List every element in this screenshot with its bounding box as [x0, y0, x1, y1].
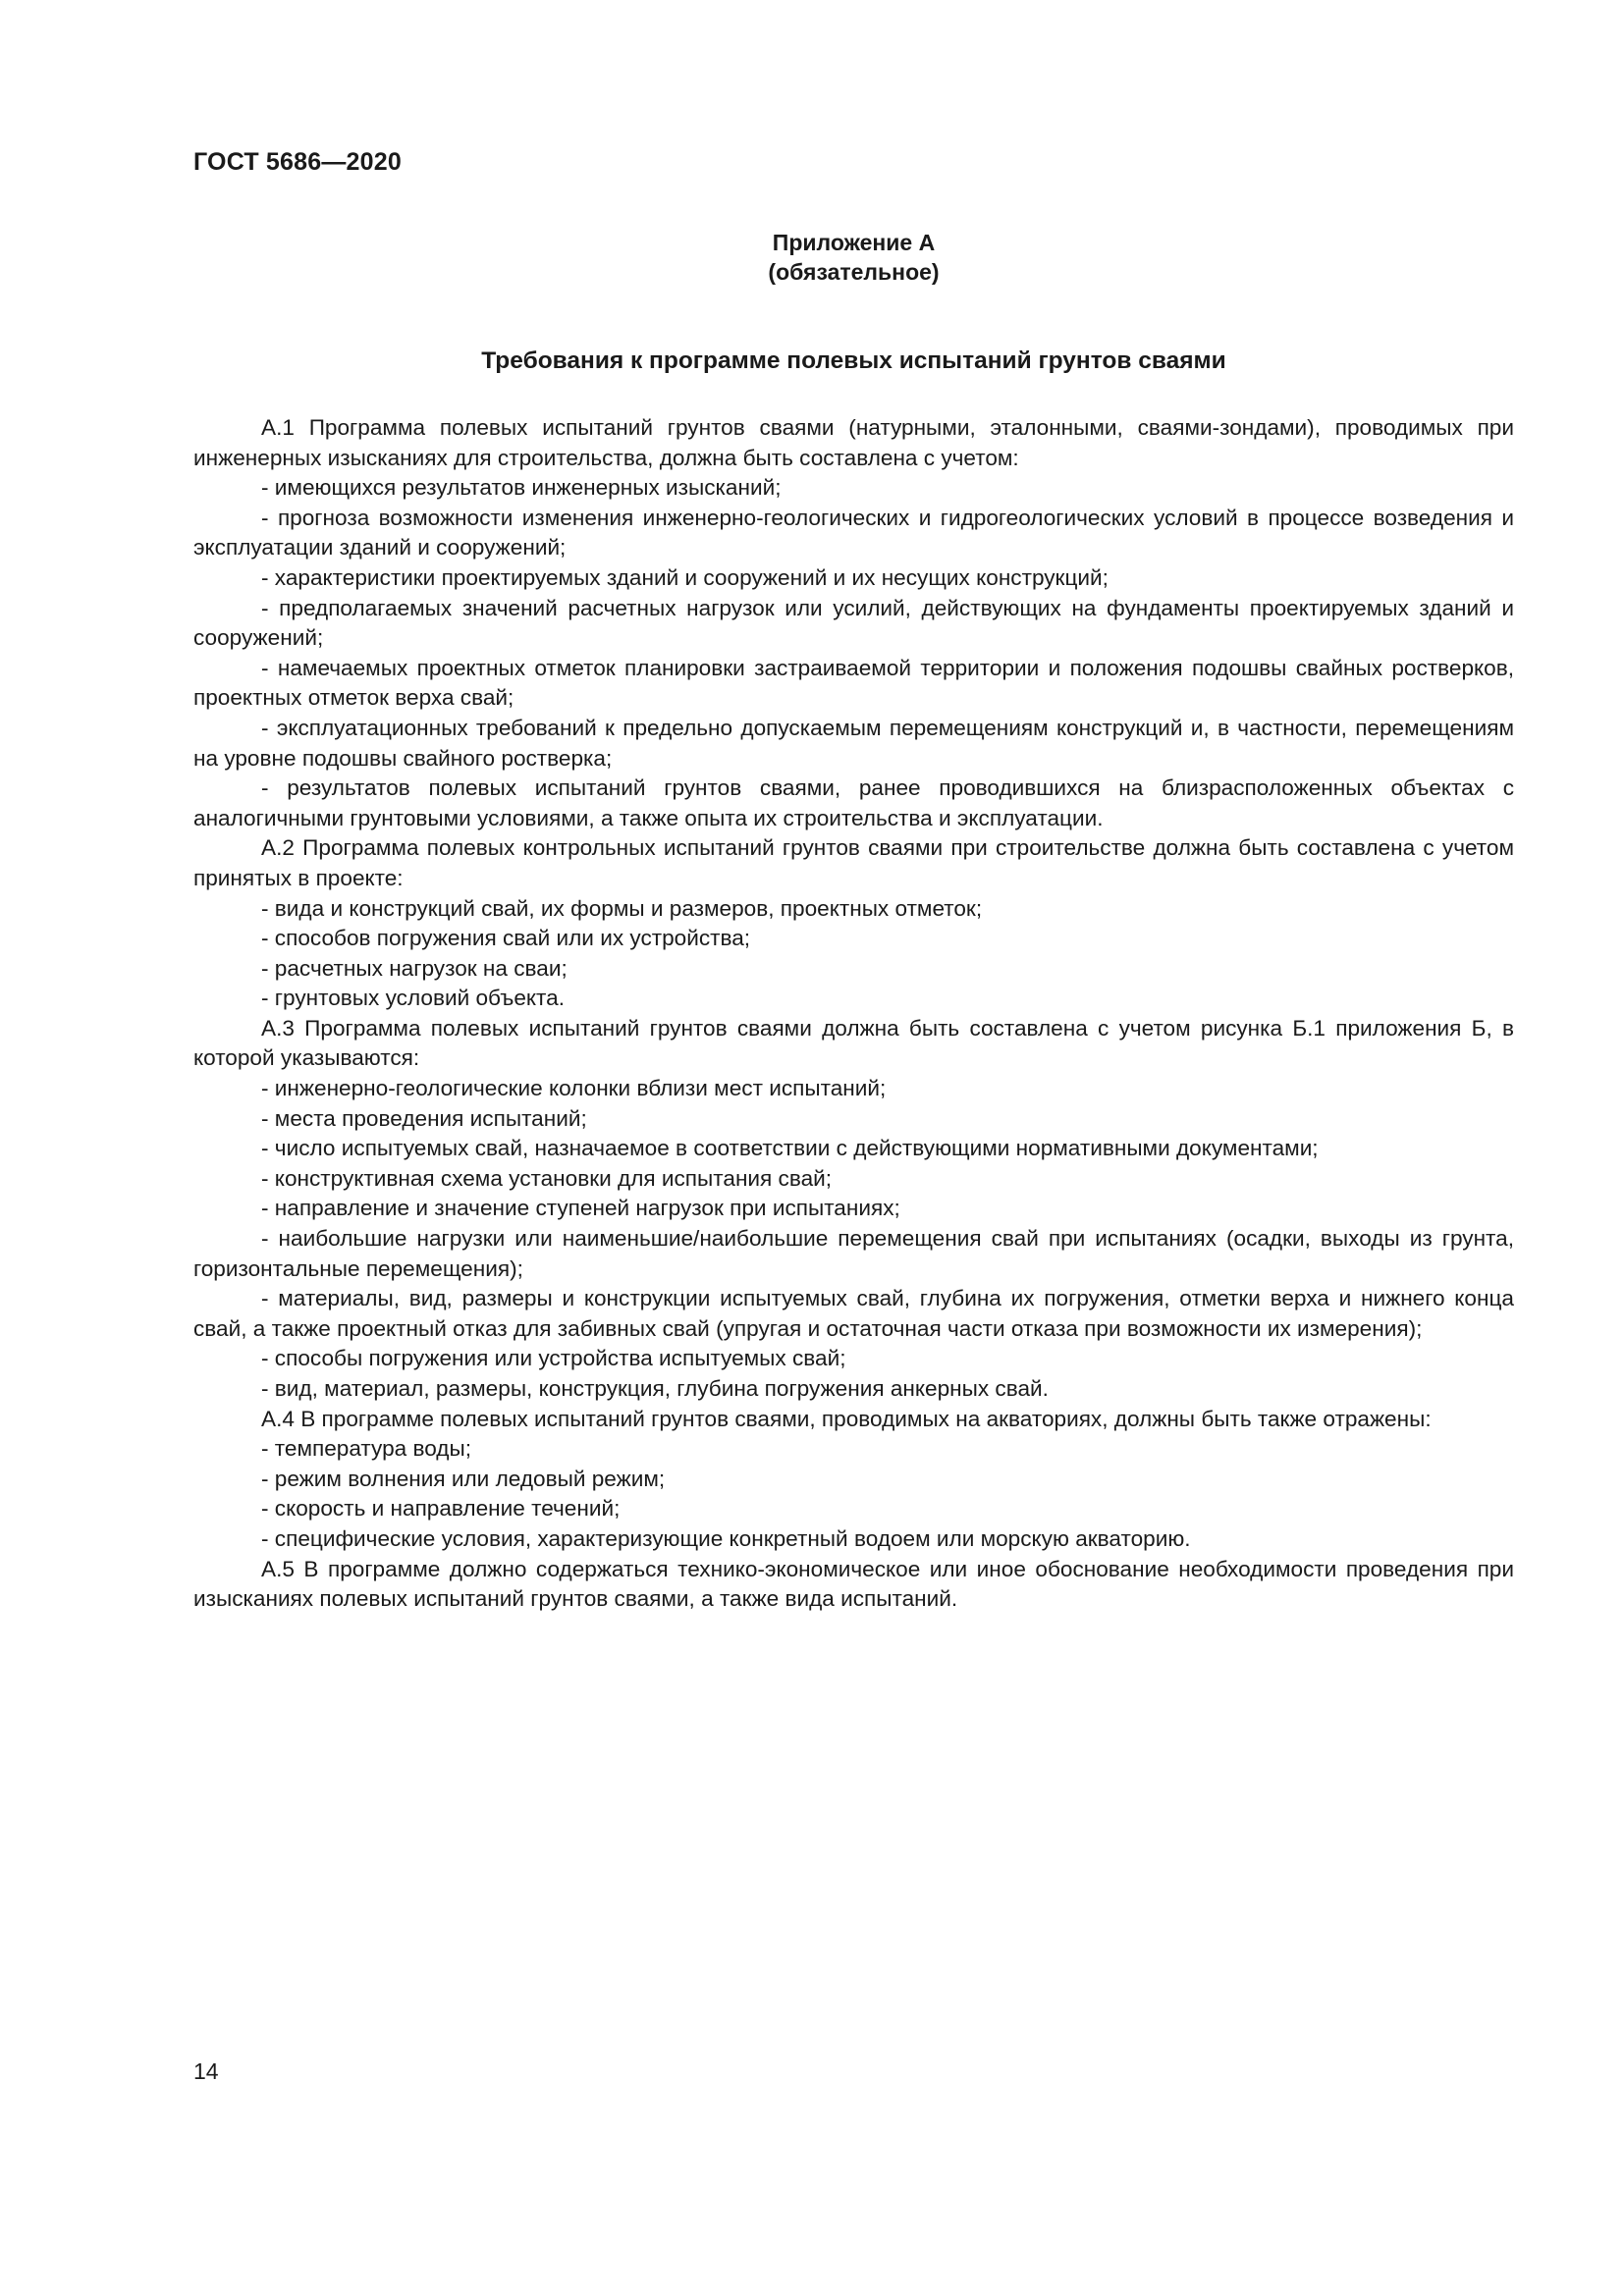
- list-item: - конструктивная схема установки для испытания свай;: [261, 1165, 833, 1191]
- list-item: - предполагаемых значений расчетных нагрузок или усилий, действующих на фундаменты проектируемых зданий и сооружений;: [193, 595, 1514, 651]
- list-item: - число испытуемых свай, назначаемое в соответствии с действующими нормативными документами;: [261, 1136, 1319, 1161]
- clause-a1: А.1 Программа полевых испытаний грунтов сваями (натурными, эталонными, сваями-зондами), проводимых при инженерных изысканиях для строительства, должна быть составлена с учетом:: [193, 415, 1514, 470]
- document-body: [193, 413, 1514, 1615]
- page-number: 14: [193, 2058, 219, 2084]
- list-item: - наибольшие нагрузки или наименьшие/наибольшие перемещения свай при испытаниях (осадки, выходы из грунта, горизонтальные перемещения);: [193, 1226, 1514, 1281]
- list-item: - инженерно-геологические колонки вблизи мест испытаний;: [261, 1076, 887, 1101]
- clause-a2: А.2 Программа полевых контрольных испытаний грунтов сваями при строительстве должна быть составлена с учетом принятых в проекте:: [193, 835, 1514, 890]
- list-item: - места проведения испытаний;: [261, 1105, 587, 1131]
- list-item: - температура воды;: [261, 1436, 472, 1462]
- list-item: - способов погружения свай или их устройства;: [261, 926, 751, 951]
- list-item: - режим волнения или ледовый режим;: [261, 1466, 666, 1491]
- list-item: - результатов полевых испытаний грунтов сваями, ранее проводившихся на близрасположенных объектах с аналогичными грунтовыми условиями, а также опыта их строительства и эксплуатации.: [193, 775, 1514, 830]
- list-item: - характеристики проектируемых зданий и сооружений и их несущих конструкций;: [261, 564, 1109, 590]
- section-title: Требования к программе полевых испытаний грунтов сваями: [481, 347, 1226, 374]
- clause-a3: А.3 Программа полевых испытаний грунтов сваями должна быть составлена с учетом рисунка Б.1 приложения Б, в которой указываются:: [193, 1015, 1514, 1071]
- list-item: - способы погружения или устройства испытуемых свай;: [261, 1346, 846, 1371]
- list-item: - намечаемых проектных отметок планировки застраиваемой территории и положения подошвы свайных ростверков, проектных отметок верха свай;: [193, 655, 1514, 711]
- list-item: - прогноза возможности изменения инженерно-геологических и гидрогеологических условий в процессе возведения и эксплуатации зданий и сооружений;: [193, 505, 1514, 561]
- list-item: - направление и значение ступеней нагрузок при испытаниях;: [261, 1196, 900, 1221]
- list-item: - материалы, вид, размеры и конструкции испытуемых свай, глубина их погружения, отметки верха и нижнего конца свай, а также проектный отказ для забивных свай (упругая и остаточная части отказа при возможности их измерения);: [193, 1286, 1514, 1341]
- list-item: - вид, материал, размеры, конструкция, глубина погружения анкерных свай.: [261, 1376, 1049, 1401]
- clause-a5: А.5 В программе должно содержаться технико-экономическое или иное обоснование необходимости проведения при изысканиях полевых испытаний грунтов сваями, а также вида испытаний.: [193, 1556, 1514, 1612]
- list-item: - скорость и направление течений;: [261, 1496, 621, 1522]
- appendix-title: Приложение А: [772, 230, 936, 255]
- document-code: ГОСТ 5686—2020: [193, 148, 402, 176]
- list-item: - вида и конструкций свай, их формы и размеров, проектных отметок;: [261, 895, 983, 921]
- clause-a4: А.4 В программе полевых испытаний грунтов сваями, проводимых на акваториях, должны быть также отражены:: [261, 1406, 1432, 1431]
- list-item: - эксплуатационных требований к предельно допускаемым перемещениям конструкций и, в частности, перемещениям на уровне подошвы свайного ростверка;: [193, 715, 1514, 771]
- list-item: - имеющихся результатов инженерных изысканий;: [261, 475, 782, 501]
- appendix-heading: [193, 228, 1514, 287]
- appendix-status: (обязательное): [768, 259, 940, 285]
- list-item: - грунтовых условий объекта.: [261, 986, 565, 1011]
- list-item: - расчетных нагрузок на сваи;: [261, 955, 568, 981]
- list-item: - специфические условия, характеризующие конкретный водоем или морскую акваторию.: [261, 1525, 1191, 1551]
